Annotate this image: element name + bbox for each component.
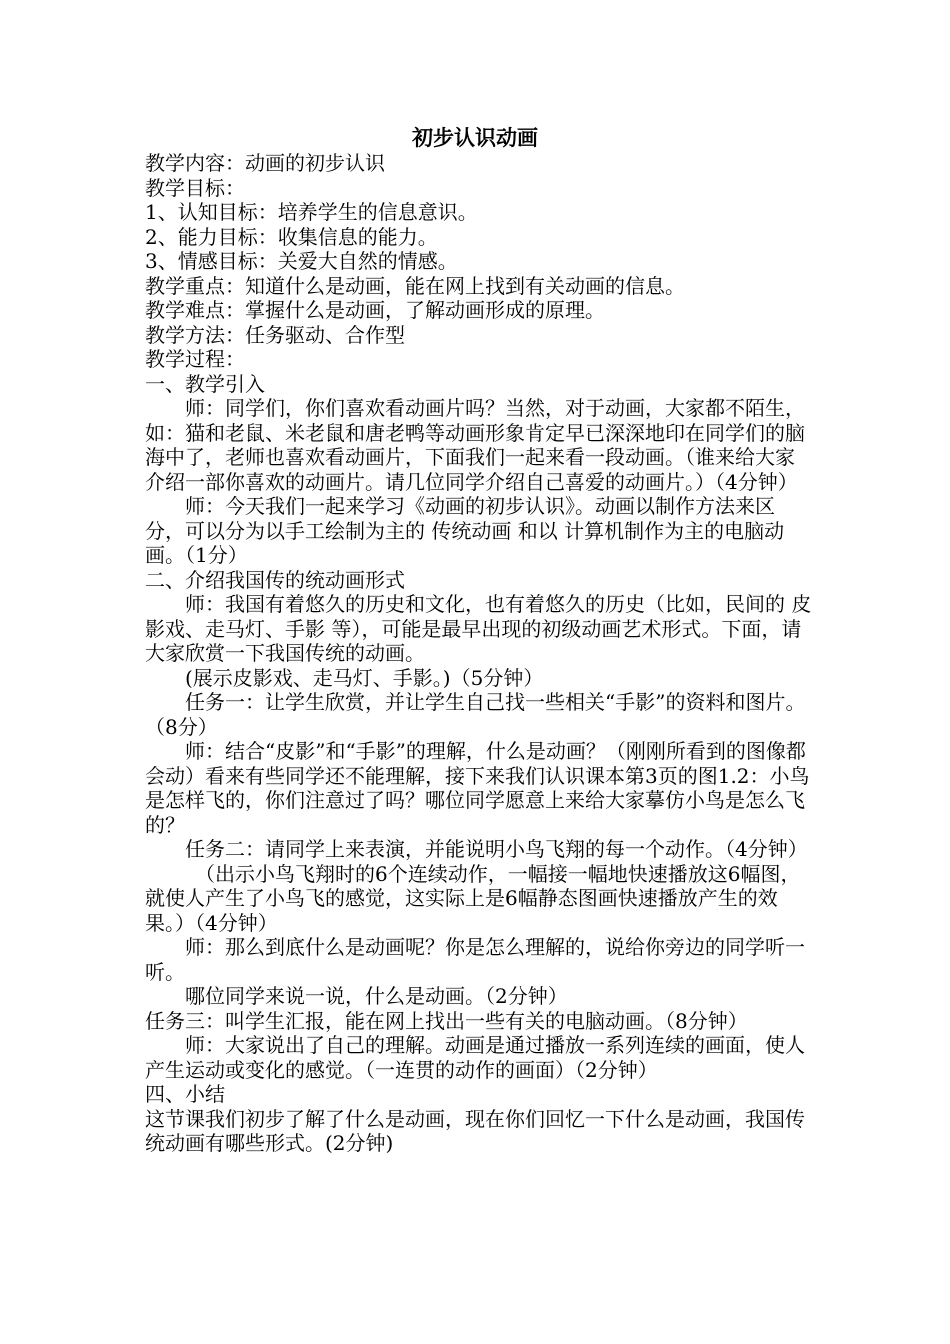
paragraph: 教学过程： <box>145 347 245 371</box>
paragraph: （出示小鸟飞翔时的6个连续动作，一幅接一幅地快速播放这6幅图，就使人产生了小鸟飞的感觉，这实际上是6幅静态图画快速播放产生的效果。）（4分钟） <box>145 861 801 935</box>
paragraph: 任务一：让学生欣赏，并让学生自己找一些相关“手影”的资料和图片。（8分） <box>145 690 806 739</box>
paragraph: 1、认知目标：培养学生的信息意识。 <box>145 200 478 224</box>
paragraph: 一、教学引入 <box>145 371 265 396</box>
paragraph: 四、小结 <box>145 1082 225 1106</box>
paragraph: 二、介绍我国传的统动画形式 <box>145 567 405 592</box>
document-title: 初步认识动画 <box>412 125 538 150</box>
paragraph: 教学内容：动画的初步认识 <box>145 151 385 175</box>
paragraph: 教学难点：掌握什么是动画，了解动画形成的原理。 <box>145 298 605 322</box>
paragraph: 师：今天我们一起来学习《动画的初步认识》。动画以制作方法来区分，可以分为以手工绘制为主的 传统动画 和以 计算机制作为主的电脑动画。（1分） <box>145 494 785 567</box>
paragraph: 教学目标： <box>145 175 245 200</box>
paragraph: 师：结合“皮影”和“手影”的理解，什么是动画？（刚刚所看到的图像都会动）看来有些同学还不能理解，接下来我们认识课本第3页的图1.2：小鸟是怎样飞的，你们注意过了吗？哪位同学愿意上来给大家摹仿小鸟是怎么飞的？ <box>145 739 810 837</box>
paragraph: 教学重点：知道什么是动画，能在网上找到有关动画的信息。 <box>145 273 685 298</box>
paragraph: 3、情感目标：关爱大自然的情感。 <box>145 249 458 273</box>
paragraph: 师：大家说出了自己的理解。动画是通过播放一系列连续的画面，使人产生运动或变化的感觉。（一连贯的动作的画面）（2分钟） <box>145 1033 805 1082</box>
paragraph: 师：我国有着悠久的历史和文化，也有着悠久的历史（比如，民间的 皮影戏、走马灯、手影 等），可能是最早出现的初级动画艺术形式。下面，请大家欣赏一下我国传统的动画。 <box>145 592 812 665</box>
paragraph: 任务三：叫学生汇报，能在网上找出一些有关的电脑动画。（8分钟） <box>145 1008 748 1033</box>
paragraph: 师：那么到底什么是动画呢？你是怎么理解的，说给你旁边的同学听一听。 <box>145 935 805 984</box>
paragraph: 任务二：请同学上来表演，并能说明小鸟飞翔的每一个动作。（4分钟） <box>185 837 808 861</box>
paragraph: 教学方法：任务驱动、合作型 <box>145 322 405 347</box>
paragraph: 2、能力目标：收集信息的能力。 <box>145 224 438 249</box>
paragraph: 师：同学们，你们喜欢看动画片吗？当然，对于动画，大家都不陌生，如：猫和老鼠、米老鼠和唐老鸭等动画形象肯定早已深深地印在同学们的脑海中了，老师也喜欢看动画片，下面我们一起来看一段动画。（谁来给大家介绍一部你喜欢的动画片。请几位同学介绍自己喜爱的动画片。）（4分钟） <box>145 396 805 494</box>
paragraph: 哪位同学来说一说，什么是动画。（2分钟） <box>185 984 568 1008</box>
paragraph: (展示皮影戏、走马灯、手影。)（5分钟） <box>185 665 544 690</box>
paragraph: 这节课我们初步了解了什么是动画，现在你们回忆一下什么是动画，我国传统动画有哪些形式。(2分钟) <box>145 1106 805 1155</box>
document-body <box>145 151 813 1156</box>
